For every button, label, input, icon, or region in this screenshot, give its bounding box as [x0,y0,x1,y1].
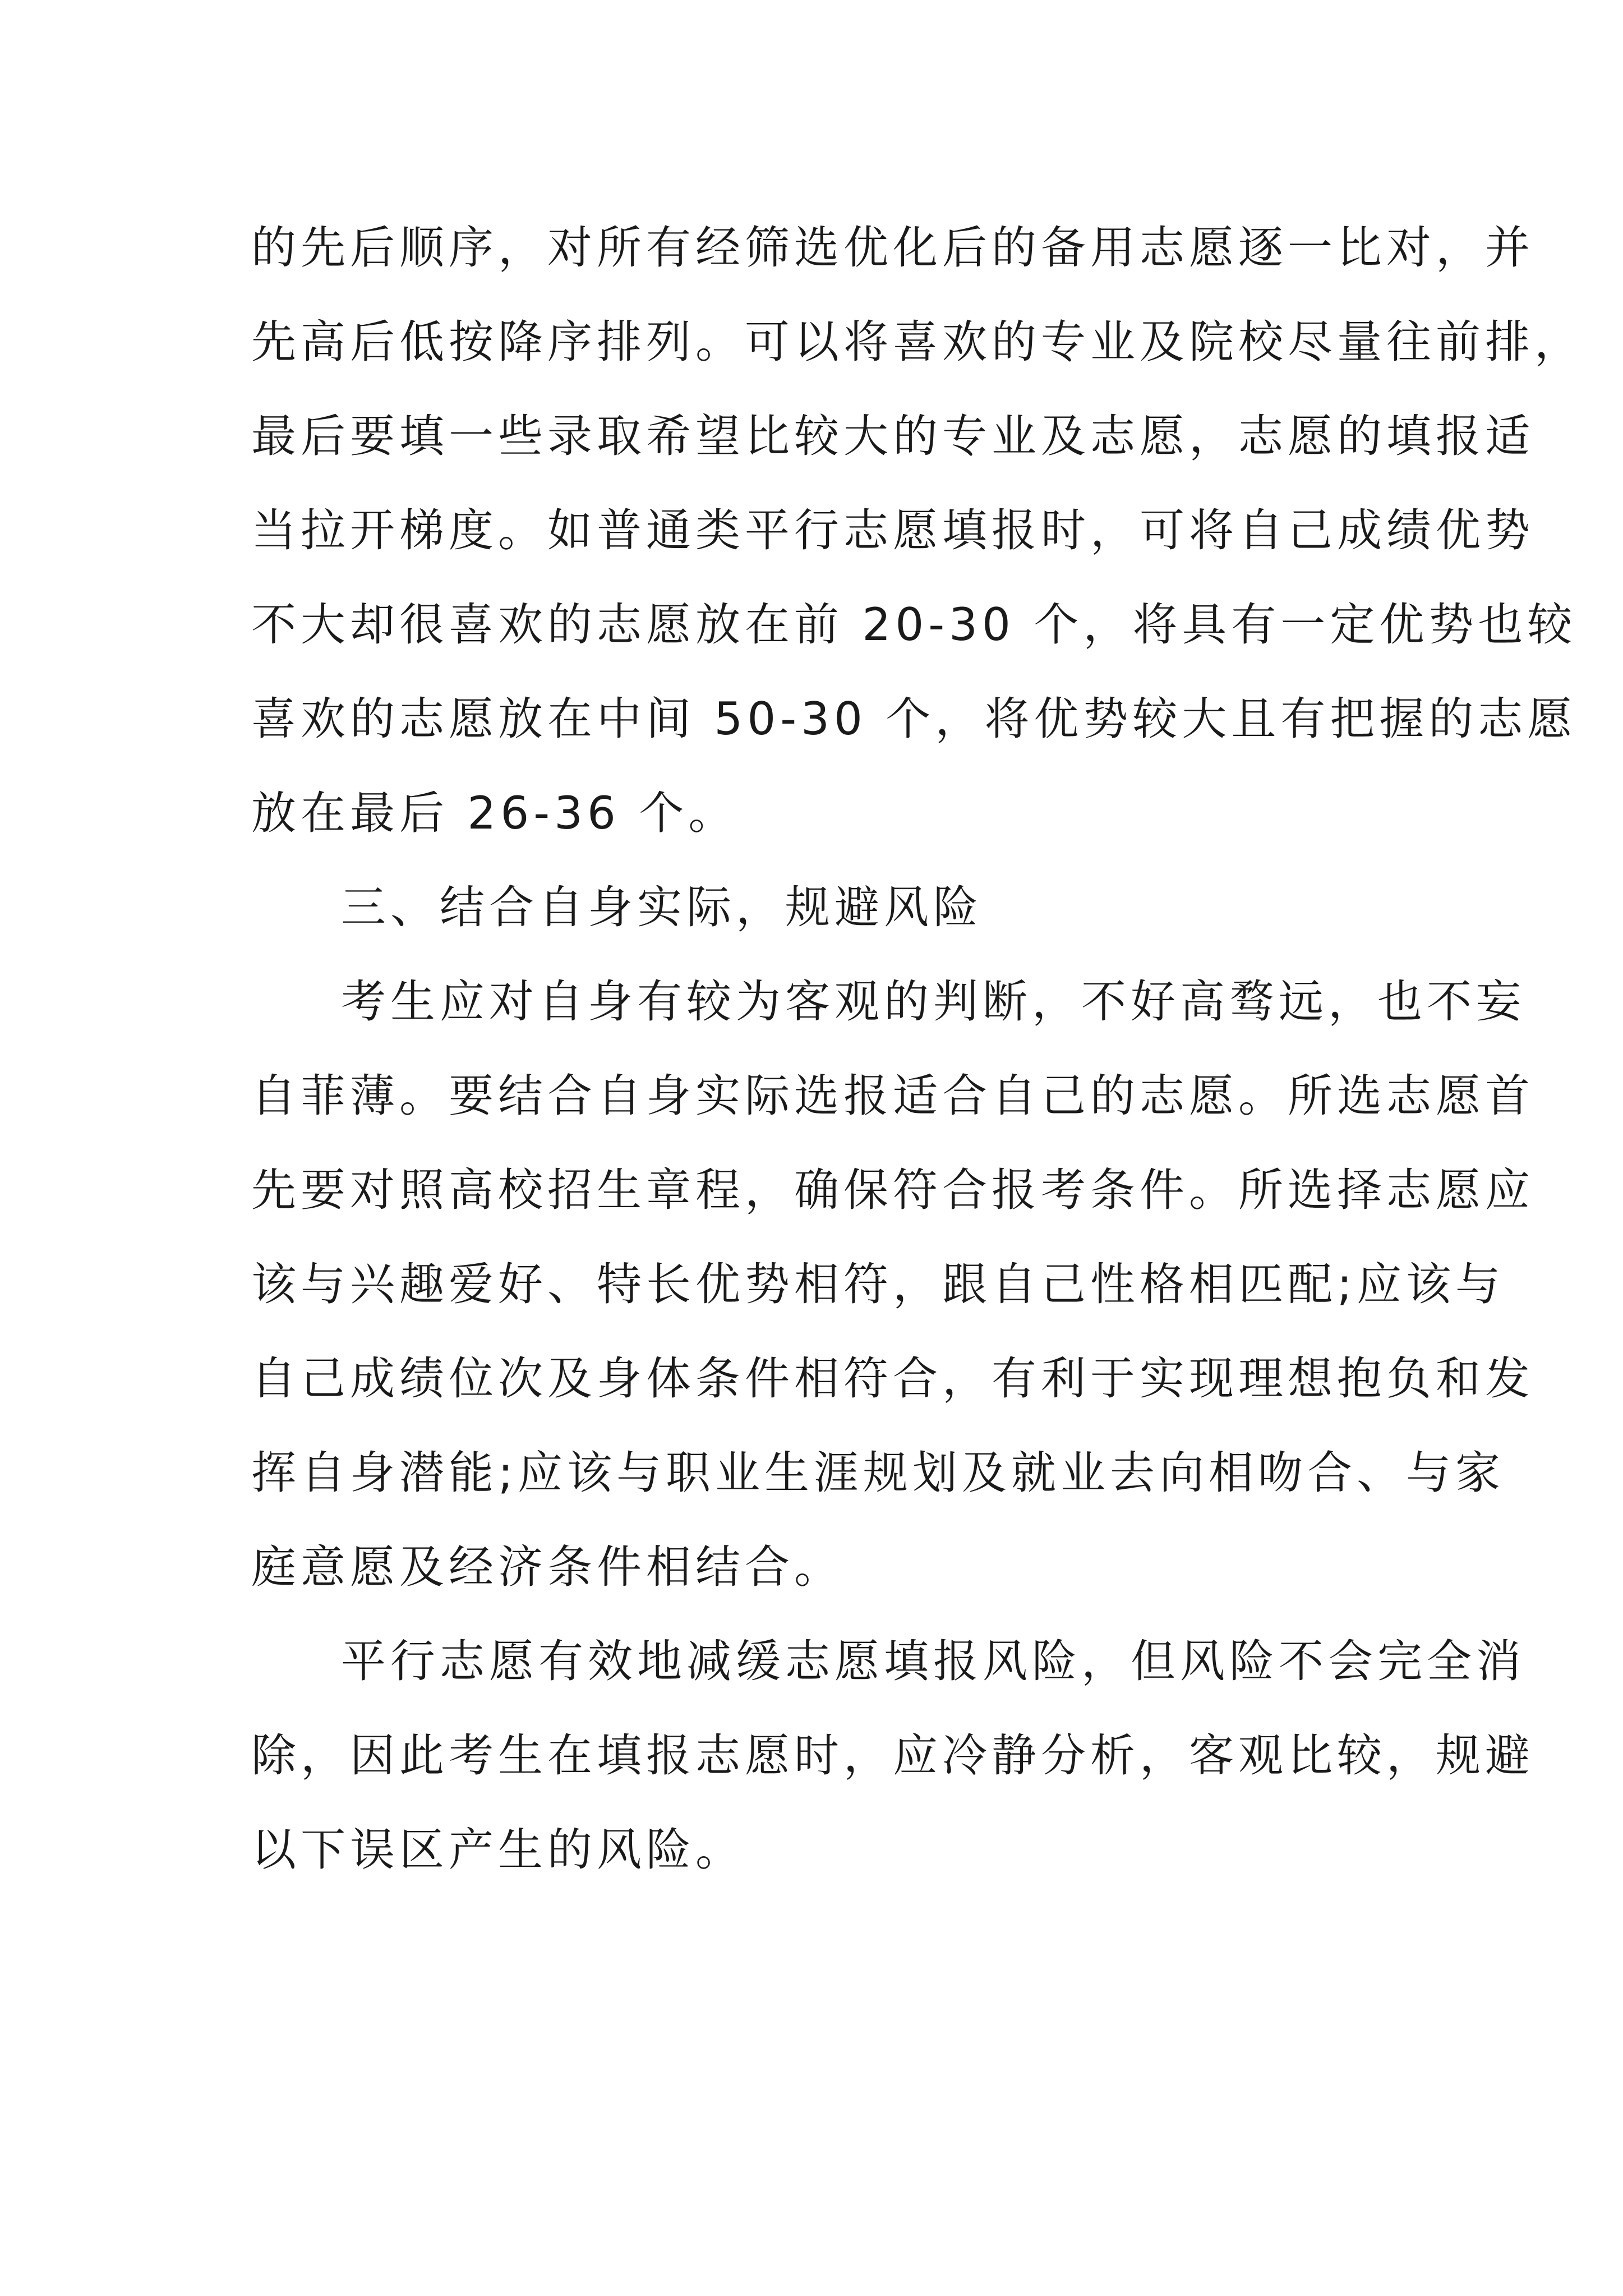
text-line: 最后要填一些录取希望比较大的专业及志愿，志愿的填报适 [251,410,1534,462]
document-body [251,209,1584,1905]
text-line: 先要对照高校招生章程，确保符合报考条件。所选择志愿应 [251,1164,1534,1216]
text-line: 放在最后 26-36 个。 [251,787,738,839]
text-line: 自菲薄。要结合自身实际选报适合自己的志愿。所选志愿首 [251,1070,1534,1122]
text-line: 自己成绩位次及身体条件相符合，有利于实现理想抱负和发 [251,1352,1534,1405]
text-line: 考生应对自身有较为客观的判断，不好高骛远，也不妄 [341,976,1525,1028]
text-line: 以下误区产生的风险。 [251,1824,745,1876]
text-line: 该与兴趣爱好、特长优势相符，跟自己性格相匹配;应该与 [251,1258,1505,1310]
text-line: 挥自身潜能;应该与职业生涯规划及就业去向相吻合、与家 [251,1447,1505,1499]
text-line: 庭意愿及经济条件相结合。 [251,1541,843,1593]
text-line: 喜欢的志愿放在中间 50-30 个，将优势较大且有把握的志愿 [251,693,1577,745]
text-line: 的先后顺序，对所有经筛选优化后的备用志愿逐一比对，并 [251,222,1534,274]
text-line: 先高后低按降序排列。可以将喜欢的专业及院校尽量往前排， [251,316,1584,368]
section-heading: 三、结合自身实际，规避风险 [341,881,983,933]
text-line: 平行志愿有效地减缓志愿填报风险，但风险不会完全消 [341,1635,1525,1687]
text-line: 不大却很喜欢的志愿放在前 20-30 个，将具有一定优势也较 [251,599,1577,651]
text-line: 当拉开梯度。如普通类平行志愿填报时，可将自己成绩优势 [251,504,1534,556]
text-line: 除，因此考生在填报志愿时，应冷静分析，客观比较，规避 [251,1729,1534,1782]
